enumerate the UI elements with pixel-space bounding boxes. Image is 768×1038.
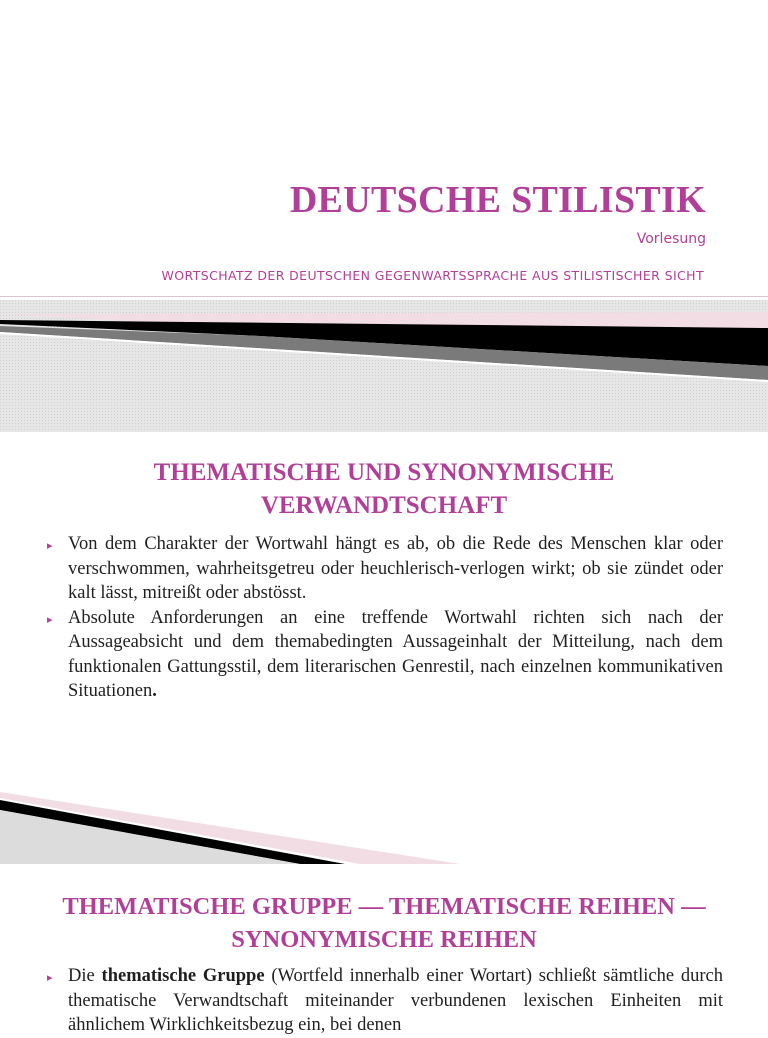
bullet-term: thematische Gruppe — [101, 966, 265, 986]
content-slide-verwandtschaft — [0, 432, 768, 864]
list-item — [46, 532, 723, 606]
bullet-list — [46, 964, 723, 1038]
slide-heading — [0, 456, 768, 522]
presentation-title: DEUTSCHE STILISTIK — [289, 179, 706, 221]
divider-line — [0, 296, 768, 297]
presentation-subtitle: Vorlesung — [636, 231, 706, 247]
list-item — [46, 606, 723, 704]
heading-line-1: THEMATISCHE GRUPPE — THEMATISCHE REIHEN — — [62, 893, 706, 920]
bullet-text: Absolute Anforderungen an eine treffende Wortwahl richten sich nach der Aussageabsicht und dem themabedingten Aussageinhalt der Mitteilung, nach dem funktionalen Gattungsstil, dem literarischen Genrestil, nach einzelnen kommunikativen Situationen — [68, 607, 723, 701]
bullet-text: Von dem Charakter der Wortwahl hängt es ab, ob die Rede des Menschen klar oder verschwommen, wahrheitsgetreu oder heuchlerisch-verlogen wirkt; ob sie zündet oder kalt lässt, mitreißt oder abstösst. — [68, 534, 723, 603]
bullet-period: . — [152, 681, 157, 701]
bullet-text: (Wortfeld innerhalb einer Wortart) schließt sämtliche durch thematische Verwandtschaft miteinander verbundenen lexischen Einheiten mit ähnlichem Wirklichkeitsbezug ein, bei denen — [68, 966, 723, 1035]
heading-line-1: THEMATISCHE UND SYNONYMISCHE — [153, 459, 615, 486]
list-item — [46, 964, 723, 1038]
decorative-band — [0, 300, 768, 432]
presentation-tagline: WORTSCHATZ DER DEUTSCHEN GEGENWARTSSPRACHE AUS STILISTISCHER SICHT — [161, 268, 704, 283]
slide-heading — [0, 890, 768, 956]
decorative-band-lower — [0, 792, 768, 864]
bullet-text-prefix: Die — [68, 966, 102, 986]
bullet-arrow-icon: ▸ — [47, 971, 53, 984]
content-slide-thematische-gruppe — [0, 864, 768, 1035]
heading-line-2: SYNONYMISCHE REIHEN — [231, 926, 537, 953]
bullet-list — [46, 532, 723, 704]
heading-line-2: VERWANDTSCHAFT — [260, 492, 508, 519]
bullet-arrow-icon: ▸ — [47, 612, 53, 626]
title-slide — [0, 0, 768, 432]
bullet-arrow-icon: ▸ — [47, 539, 53, 552]
